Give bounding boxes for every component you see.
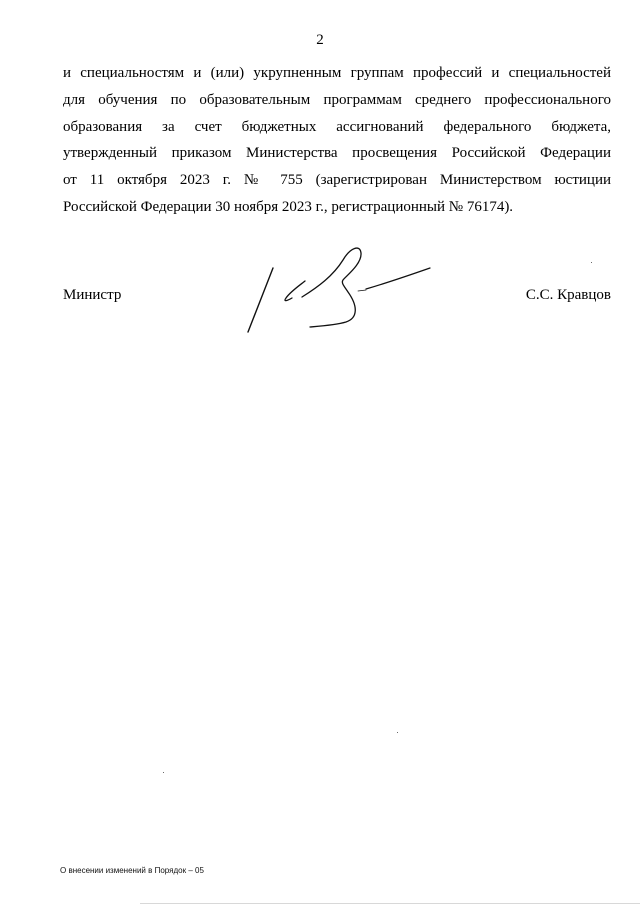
signature-stroke (248, 268, 273, 332)
scan-speck (163, 772, 164, 773)
body-line: и специальностям и (или) укрупненным группам профессий и специальностей (63, 65, 611, 81)
body-line: утвержденный приказом Министерства просвещения Российской Федерации (63, 145, 611, 162)
body-paragraph (63, 60, 611, 221)
signature-stroke (302, 248, 361, 327)
signatory-role: Министр (63, 287, 122, 303)
footer-note: О внесении изменений в Порядок – 05 (60, 866, 204, 875)
page-number: 2 (316, 32, 324, 48)
signatory-name: С.С. Кравцов (525, 287, 611, 303)
scan-edge (140, 903, 640, 904)
body-line: от 11 октября 2023 г. № 755 (зарегистрирован Министерством юстиции (63, 172, 611, 189)
body-line: для обучения по образовательным программам среднего профессионального (63, 91, 611, 108)
handwritten-signature (240, 240, 440, 340)
signature-stroke (285, 281, 305, 301)
signature-stroke (366, 268, 430, 289)
scan-speck (591, 262, 592, 263)
scan-speck (397, 732, 398, 733)
body-line: образования за счет бюджетных ассигнований федерального бюджета, (63, 118, 611, 135)
signature-stroke (358, 290, 366, 291)
body-line: Российской Федерации 30 ноября 2023 г., регистрационный № 76174). (63, 198, 514, 215)
